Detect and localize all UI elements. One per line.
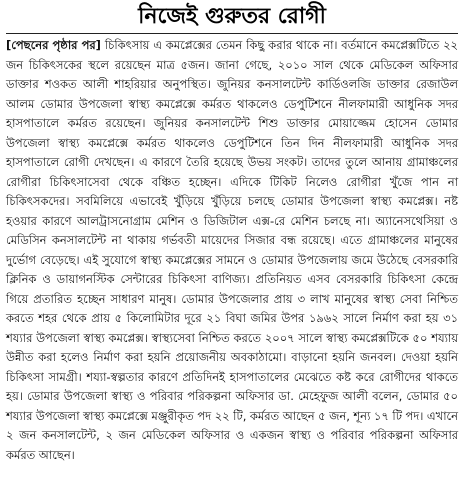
headline-area (6, 0, 458, 34)
article-body (6, 36, 458, 465)
continuation-tag: [পেছনের পৃষ্ঠার পর] (6, 38, 101, 52)
headline: নিজেই গুরুতর রোগী (138, 4, 326, 29)
headline-rule (6, 33, 458, 34)
article-text: চিকিৎসায় এ কমপ্লেক্সের তেমন কিছু করার থাকে না। বর্তমানে কমপ্লেক্সটিতে ২২ জন চিকিৎসকের স্থলে রয়েছেন মাত্র ৫জন। জানা গেছে, ২০১০ সাল থেকে মেডিকেল অফিসার ডাক্তার শওকত আলী শাহরিয়ার অনুপস্থিত। জুনিয়র কনসালটেন্ট কার্ডিওলজি ডাক্তার রেজাউল আলম ডোমার উপজেলা স্বাস্থ্য কমপ্লেক্সে কর্মরত থাকলেও ডেপুটিশনে নীলফামারী আধুনিক সদর হাসপাতালে কর্মরত রয়েছেন। জুনিয়র কনসালটেন্ট শিশু ডাক্তার মোয়াজ্জেম হোসেন ডোমার উপজেলা স্বাস্থ্য কমপ্লেক্সে কর্মরত থাকলেও ডেপুটিশনে তিন দিন নীলফামারী আধুনিক সদর হাসপাতালে রোগী দেখছেন। এ কারণে তৈরি হয়েছে উভয় সংকট। তাদের তুলে আনায় গ্রামাঞ্চলের রোগীরা চিকিৎসাসেবা থেকে বঞ্চিত হচ্ছেন। এদিকে টিকিট নিলেও রোগীরা খুঁজে পান না চিকিৎসকদের। সবমিলিয়ে এভাবেই খুঁড়িয়ে খুঁড়িয়ে চলছে ডোমার উপজেলা স্বাস্থ্য কমপ্লেক্স। নষ্ট হওয়ার কারণে আলট্রাসনোগ্রাম মেশিন ও ডিজিটাল এক্স-রে মেশিন চলছে না। অ্যানেসথেসিয়া ও মেডিসিন কনসালটেন্ট না থাকায় গর্ভবতী মায়েদের সিজার বন্ধ রয়েছে। এতে গ্রামাঞ্চলের মানুষের দুর্ভোগ বেড়েছে। এই সুযোগে স্বাস্থ্য কমপ্লেক্সের সামনে ও ডোমার উপজেলায় জমে উঠেছে বেসরকারি ক্লিনিক ও ডায়াগনস্টিক সেন্টারের চিকিৎসা বাণিজ্য। প্রতিনিয়ত এসব বেসরকারি চিকিৎসা কেন্দ্রে গিয়ে প্রতারিত হচ্ছেন সাধারণ মানুষ। ডোমার উপজেলার প্রায় ৩ লাখ মানুষের স্বাস্থ্য সেবা নিশ্চিত করতে শহর থেকে প্রায় ৫ কিলোমিটার দূরে ২১ বিঘা জমির উপর ১৯৬২ সালে নির্মাণ করা হয় ৩১ শয্যার উপজেলা স্বাস্থ্য কমপ্লেক্স। স্বাস্থ্যসেবা নিশ্চিত করতে ২০০৭ সালে স্বাস্থ্য কমপ্লেক্সটিকে ৫০ শয্যায় উন্নীত করা হলেও নির্মাণ করা হয়নি প্রয়োজনীয় অবকাঠামো। বাড়ানো হয়নি জনবল। দেওয়া হয়নি চিকিৎসা সামগ্রী। শয্যা-স্বল্পতার কারণে প্রতিদিনই হাসপাতালের মেঝেতে কষ্ট করে রোগীদের থাকতে হয়। ডোমার উপজেলা স্বাস্থ্য ও পরিবার পরিকল্পনা অফিসার ডা. মেহেফুজ আলী বলেন, ডোমার ৫০ শয্যার উপজেলা স্বাস্থ্য কমপ্লেক্সে মঞ্জুরীকৃত পদ ২২ টি, কর্মরত আছেন ৫ জন, শূন্য ১৭ টি পদ। এখানে ২ জন কনসালটেন্ট, ২ জন মেডিকেল অফিসার ও একজন স্বাস্থ্য ও পরিবার পরিকল্পনা অফিসার কর্মরত আছেন। (6, 38, 458, 462)
